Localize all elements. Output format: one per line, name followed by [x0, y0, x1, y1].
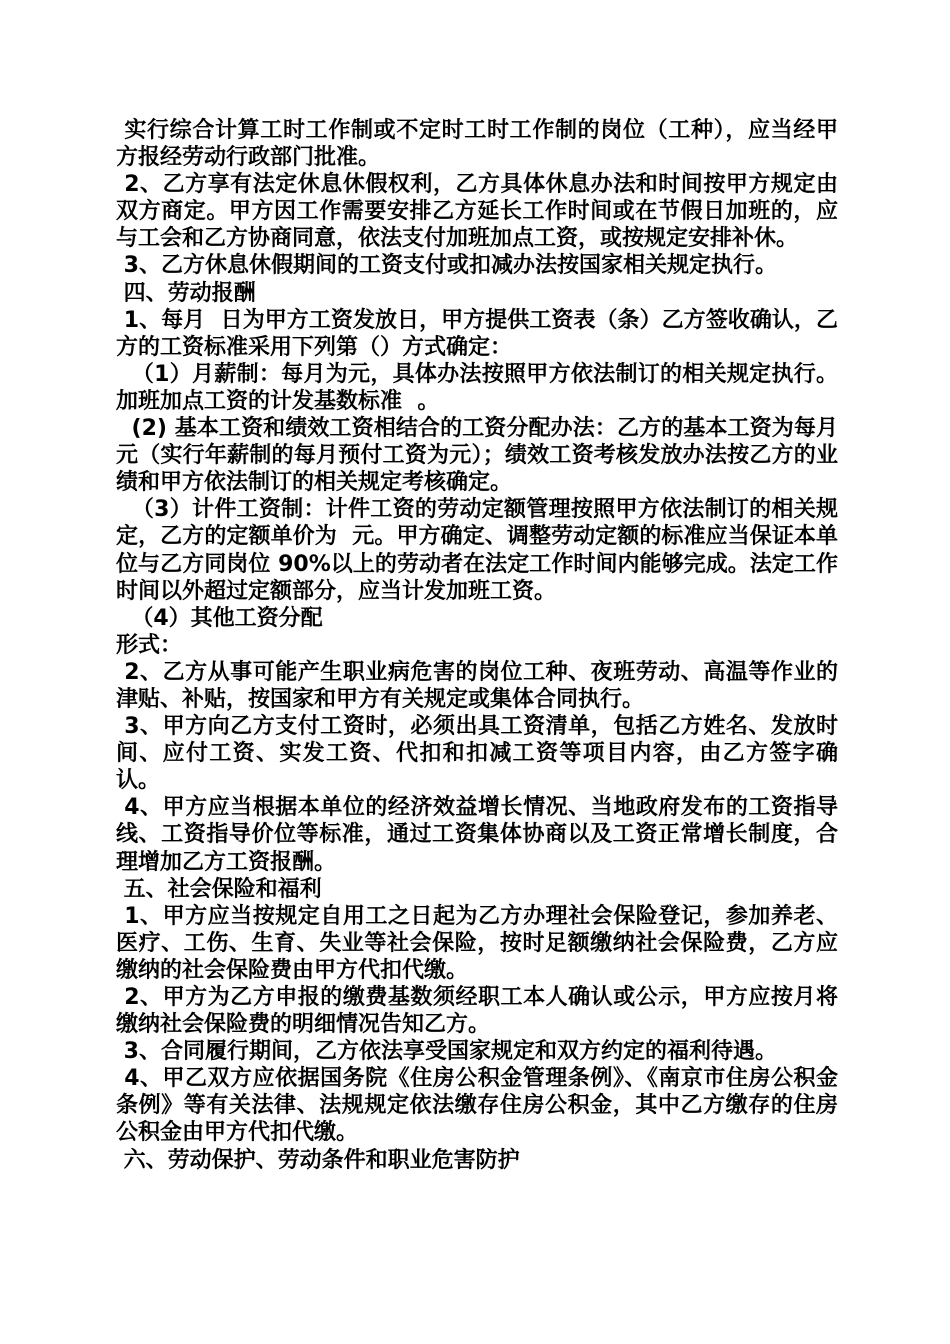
- paragraph-monthly-salary: （1）月薪制：每月为元，具体办法按照甲方依法制订的相关规定执行。加班加点工资的计发基数标准 。: [116, 361, 838, 414]
- paragraph-payslip: 3、甲方向乙方支付工资时，必须出具工资清单，包括乙方姓名、发放时间、应付工资、实发工资、代扣和扣减工资等项目内容，由乙方签字确认。: [116, 714, 838, 794]
- section-heading-social-insurance: 五、社会保险和福利: [116, 876, 322, 902]
- paragraph-housing-fund: 4、甲乙双方应依据国务院《住房公积金管理条例》、《南京市住房公积金条例》等有关法律、法规规定依法缴存住房公积金，其中乙方缴存的住房公积金由甲方代扣代缴。: [116, 1066, 838, 1146]
- paragraph-insurance-registration: 1、甲方应当按规定自用工之日起为乙方办理社会保险登记，参加养老、医疗、工伤、生育、失业等社会保险，按时足额缴纳社会保险费，乙方应缴纳的社会保险费由甲方代扣代缴。: [116, 903, 838, 983]
- paragraph-benefits: 3、合同履行期间，乙方依法享受国家规定和双方约定的福利待遇。: [116, 1039, 777, 1065]
- paragraph-piece-rate: （3）计件工资制：计件工资的劳动定额管理按照甲方依法制订的相关规定，乙方的定额单价为 元。甲方确定、调整劳动定额的标准应当保证本单位与乙方同岗位 90%以上的劳动者在法定工作时间内能够完成。法定工作时间以外超过定额部分，应当计发加班工资。: [116, 497, 838, 604]
- section-heading-labor-protection: 六、劳动保护、劳动条件和职业危害防护: [116, 1147, 520, 1173]
- paragraph-allowances: 2、乙方从事可能产生职业病危害的岗位工种、夜班劳动、高温等作业的津贴、补贴，按国家和甲方有关规定或集体合同执行。: [116, 659, 838, 712]
- paragraph-leave-pay: 3、乙方休息休假期间的工资支付或扣减办法按国家相关规定执行。: [116, 253, 777, 279]
- paragraph-rest-leave-rights: 2、乙方享有法定休息休假权利，乙方具体休息办法和时间按甲方规定由双方商定。甲方因工作需要安排乙方延长工作时间或在节假日加班的，应与工会和乙方协商同意，依法支付加班加点工资，或按规定安排补休。: [116, 172, 838, 252]
- paragraph-working-hours-approval: 实行综合计算工时工作制或不定时工时工作制的岗位（工种），应当经甲方报经劳动行政部门批准。: [116, 118, 838, 171]
- paragraph-base-performance-pay: (2) 基本工资和绩效工资相结合的工资分配办法：乙方的基本工资为每月元（实行年薪制的每月预付工资为元）；绩效工资考核发放办法按乙方的业绩和甲方依法制订的相关规定考核确定。: [116, 416, 838, 496]
- section-heading-remuneration: 四、劳动报酬: [116, 280, 256, 306]
- paragraph-other-pay: （4）其他工资分配: [116, 605, 323, 631]
- document-page: [116, 117, 838, 1174]
- paragraph-wage-growth: 4、甲方应当根据本单位的经济效益增长情况、当地政府发布的工资指导线、工资指导价位等标准，通过工资集体协商以及工资正常增长制度，合理增加乙方工资报酬。: [116, 795, 838, 875]
- paragraph-payday: 1、每月 日为甲方工资发放日，甲方提供工资表（条）乙方签收确认，乙方的工资标准采用下列第（）方式确定：: [116, 307, 838, 360]
- paragraph-contribution-base: 2、甲方为乙方申报的缴费基数须经职工本人确认或公示，甲方应按月将缴纳社会保险费的明细情况告知乙方。: [116, 985, 838, 1038]
- paragraph-form: 形式：: [116, 632, 183, 658]
